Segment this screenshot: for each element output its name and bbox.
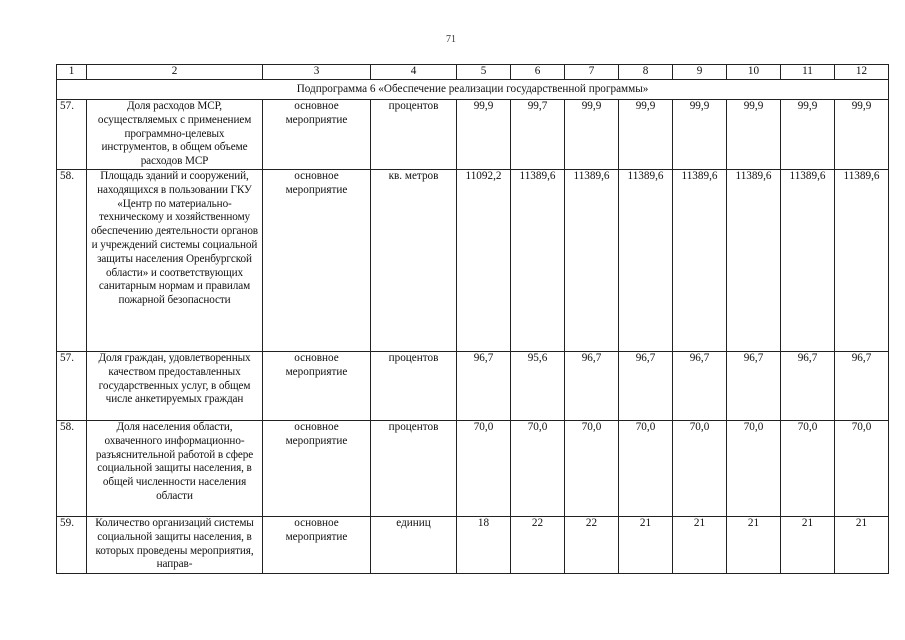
indicator-name: Доля населения области, охваченного информационно-разъяснительной работой в сфере социальной защиты населения, в общей численности населения области xyxy=(87,420,263,516)
indicator-type: основное мероприятие xyxy=(263,351,371,420)
indicator-value: 99,9 xyxy=(457,100,511,170)
indicator-value: 70,0 xyxy=(673,420,727,516)
column-header: 2 xyxy=(87,65,263,80)
indicator-name: Доля граждан, удовлетворенных качеством предоставленных государственных услуг, в общем числе анкетируемых граждан xyxy=(87,351,263,420)
indicator-unit: единиц xyxy=(371,516,457,573)
table-row xyxy=(57,420,889,516)
indicator-value: 99,9 xyxy=(565,100,619,170)
indicator-value: 11389,6 xyxy=(781,169,835,351)
indicator-type: основное мероприятие xyxy=(263,516,371,573)
indicator-value: 95,6 xyxy=(511,351,565,420)
indicator-value: 11389,6 xyxy=(727,169,781,351)
indicator-value: 11389,6 xyxy=(619,169,673,351)
indicator-unit: процентов xyxy=(371,351,457,420)
indicator-value: 70,0 xyxy=(835,420,889,516)
indicator-value: 11092,2 xyxy=(457,169,511,351)
indicator-value: 70,0 xyxy=(565,420,619,516)
indicator-value: 70,0 xyxy=(511,420,565,516)
indicator-name: Количество организаций системы социальной защиты населения, в которых проведены мероприятия, направ- xyxy=(87,516,263,573)
row-number: 57. xyxy=(57,100,87,170)
indicator-value: 96,7 xyxy=(619,351,673,420)
column-header: 8 xyxy=(619,65,673,80)
subprogram-row xyxy=(57,80,889,100)
table-row xyxy=(57,351,889,420)
indicator-type: основное мероприятие xyxy=(263,420,371,516)
indicator-name: Площадь зданий и сооружений, находящихся в пользовании ГКУ «Центр по материально-техническому и хозяйственному обеспечению деятельности органов и учреждений системы социальной защиты населения Оренбургской области» и соответствующих санитарным нормам и правилам пожарной безопасности xyxy=(87,169,263,351)
indicator-value: 96,7 xyxy=(565,351,619,420)
indicator-value: 11389,6 xyxy=(835,169,889,351)
table-row xyxy=(57,169,889,351)
column-header: 1 xyxy=(57,65,87,80)
indicator-value: 70,0 xyxy=(457,420,511,516)
indicator-value: 99,9 xyxy=(727,100,781,170)
column-header: 9 xyxy=(673,65,727,80)
row-number: 58. xyxy=(57,169,87,351)
column-header: 11 xyxy=(781,65,835,80)
indicator-unit: процентов xyxy=(371,420,457,516)
indicator-value: 96,7 xyxy=(835,351,889,420)
indicator-type: основное мероприятие xyxy=(263,100,371,170)
indicator-value: 99,9 xyxy=(781,100,835,170)
table-row xyxy=(57,516,889,573)
row-number: 59. xyxy=(57,516,87,573)
indicator-value: 11389,6 xyxy=(511,169,565,351)
column-header: 10 xyxy=(727,65,781,80)
indicator-value: 21 xyxy=(727,516,781,573)
column-header: 3 xyxy=(263,65,371,80)
indicator-unit: кв. метров xyxy=(371,169,457,351)
table-row xyxy=(57,100,889,170)
indicator-type: основное мероприятие xyxy=(263,169,371,351)
column-header: 4 xyxy=(371,65,457,80)
indicator-value: 21 xyxy=(619,516,673,573)
indicator-value: 70,0 xyxy=(619,420,673,516)
subprogram-title: Подпрограмма 6 «Обеспечение реализации государственной программы» xyxy=(57,80,889,100)
row-number: 57. xyxy=(57,351,87,420)
indicator-value: 11389,6 xyxy=(673,169,727,351)
indicator-value: 96,7 xyxy=(781,351,835,420)
indicators-table xyxy=(56,64,889,574)
indicator-value: 21 xyxy=(835,516,889,573)
indicator-value: 70,0 xyxy=(727,420,781,516)
indicator-value: 99,9 xyxy=(673,100,727,170)
indicator-name: Доля расходов МСР, осуществляемых с применением программно-целевых инструментов, в общем объеме расходов МСР xyxy=(87,100,263,170)
indicator-value: 21 xyxy=(781,516,835,573)
column-header: 5 xyxy=(457,65,511,80)
indicator-value: 96,7 xyxy=(727,351,781,420)
column-numbers-row xyxy=(57,65,889,80)
indicator-value: 96,7 xyxy=(673,351,727,420)
indicator-unit: процентов xyxy=(371,100,457,170)
column-header: 7 xyxy=(565,65,619,80)
indicator-value: 18 xyxy=(457,516,511,573)
indicator-value: 99,7 xyxy=(511,100,565,170)
indicator-value: 70,0 xyxy=(781,420,835,516)
indicator-value: 99,9 xyxy=(835,100,889,170)
indicator-value: 22 xyxy=(511,516,565,573)
page-number: 71 xyxy=(446,34,456,45)
indicator-value: 96,7 xyxy=(457,351,511,420)
column-header: 12 xyxy=(835,65,889,80)
indicator-value: 21 xyxy=(673,516,727,573)
column-header: 6 xyxy=(511,65,565,80)
indicator-value: 11389,6 xyxy=(565,169,619,351)
indicator-value: 99,9 xyxy=(619,100,673,170)
indicator-value: 22 xyxy=(565,516,619,573)
row-number: 58. xyxy=(57,420,87,516)
